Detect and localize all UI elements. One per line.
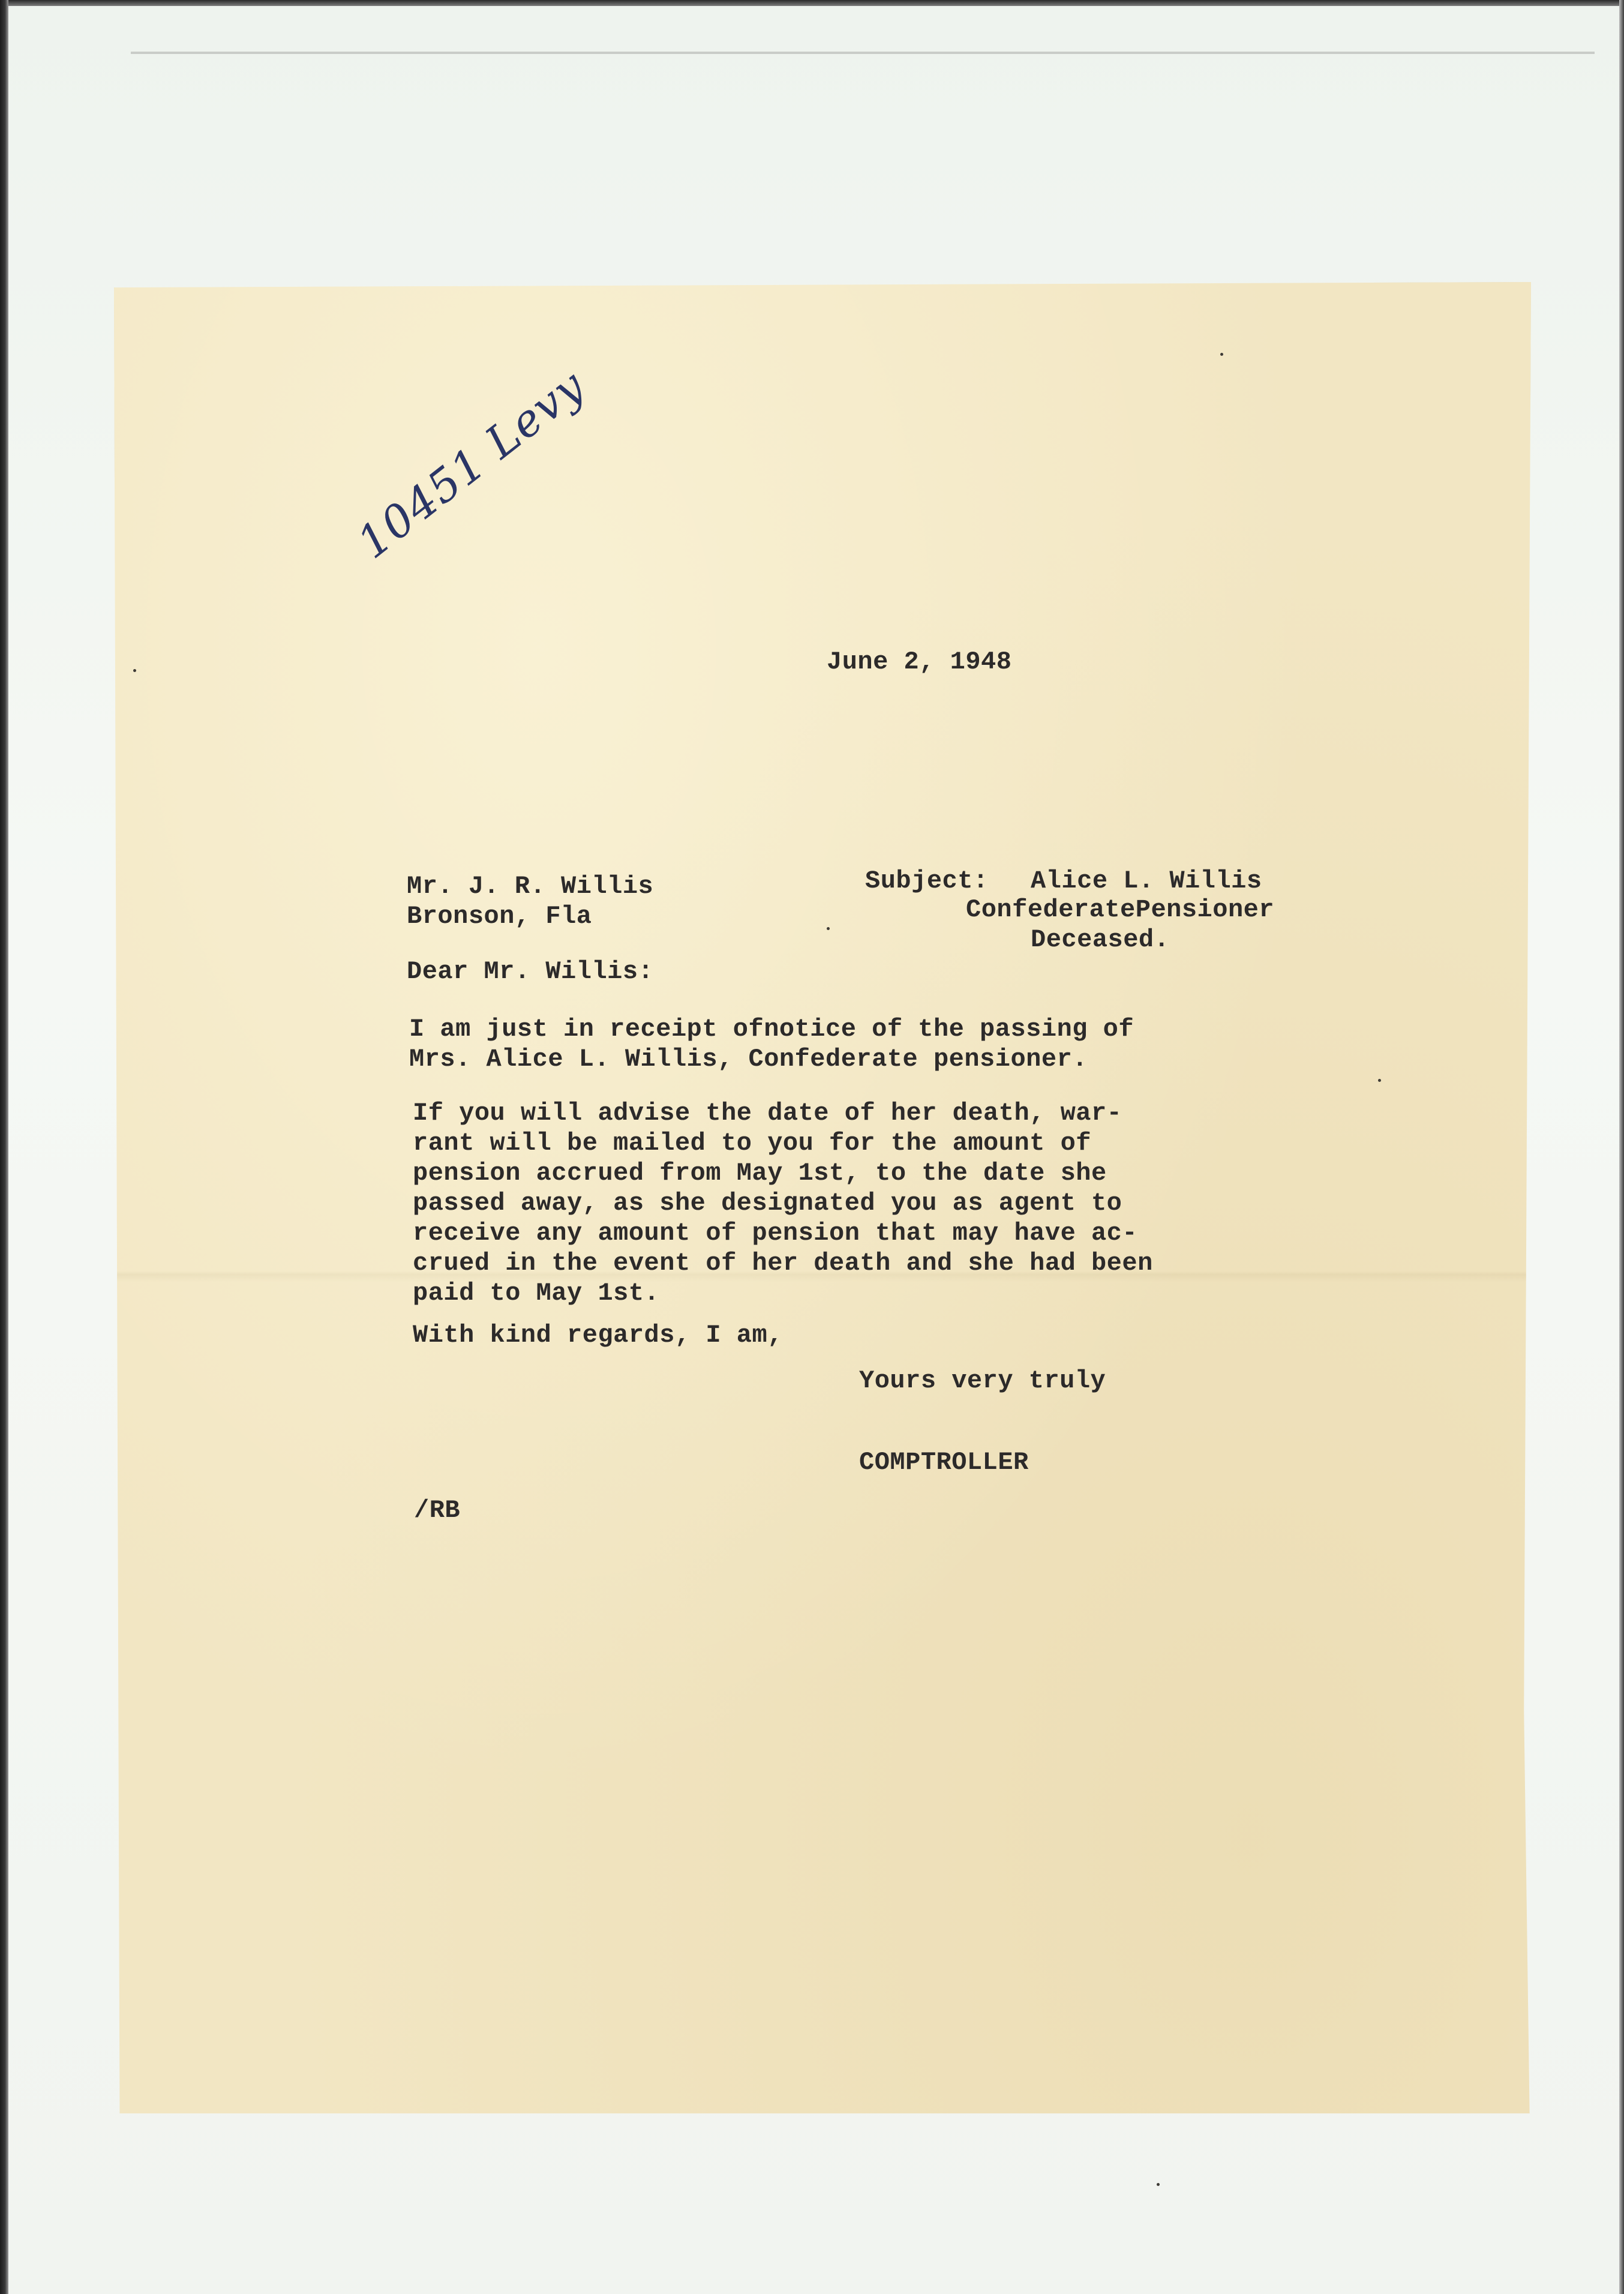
recipient-name: Mr. J. R. Willis: [407, 872, 654, 901]
signature-title: COMPTROLLER: [859, 1448, 1029, 1477]
paragraph2-line2: rant will be mailed to you for the amount of: [413, 1129, 1091, 1158]
paper-speck: [133, 669, 136, 672]
recipient-address: Bronson, Fla: [407, 902, 592, 931]
paragraph2-line3: pension accrued from May 1st, to the date she: [413, 1159, 1107, 1188]
paragraph1-line1: I am just in receipt ofnotice of the passing of: [409, 1015, 1134, 1043]
paragraph2-line7: paid to May 1st.: [413, 1279, 660, 1308]
paragraph2-line6: crued in the event of her death and she had been: [413, 1249, 1153, 1278]
salutation: Dear Mr. Willis:: [407, 957, 654, 986]
subject-name: Alice L. Willis: [1031, 866, 1262, 895]
paragraph1-line2: Mrs. Alice L. Willis, Confederate pensioner.: [409, 1045, 1088, 1073]
paragraph2-line1: If you will advise the date of her death, war-: [413, 1099, 1122, 1127]
subject-status: ConfederatePensioner: [966, 895, 1275, 924]
typist-initials: /RB: [414, 1496, 461, 1525]
scanner-left-edge: [0, 0, 8, 2294]
scanner-right-edge: [1619, 0, 1624, 2294]
scanner-top-edge: [0, 0, 1624, 6]
paper-speck: [1220, 353, 1223, 356]
letter-date: June 2, 1948: [827, 647, 1012, 676]
subject-deceased: Deceased.: [1031, 925, 1170, 954]
paper-speck: [1378, 1079, 1381, 1082]
mount-frame-line: [131, 52, 1595, 54]
paragraph2-line4: passed away, as she designated you as agent to: [413, 1189, 1122, 1218]
paper-speck: [827, 927, 830, 930]
closing: Yours very truly: [859, 1366, 1106, 1395]
paragraph2-line5: receive any amount of pension that may have ac-: [413, 1219, 1138, 1248]
subject-label: Subject:: [865, 866, 989, 895]
paper-speck: [1157, 2183, 1160, 2186]
handwritten-annotation: 10451 Levy: [348, 359, 595, 569]
closing-regards: With kind regards, I am,: [413, 1321, 783, 1350]
